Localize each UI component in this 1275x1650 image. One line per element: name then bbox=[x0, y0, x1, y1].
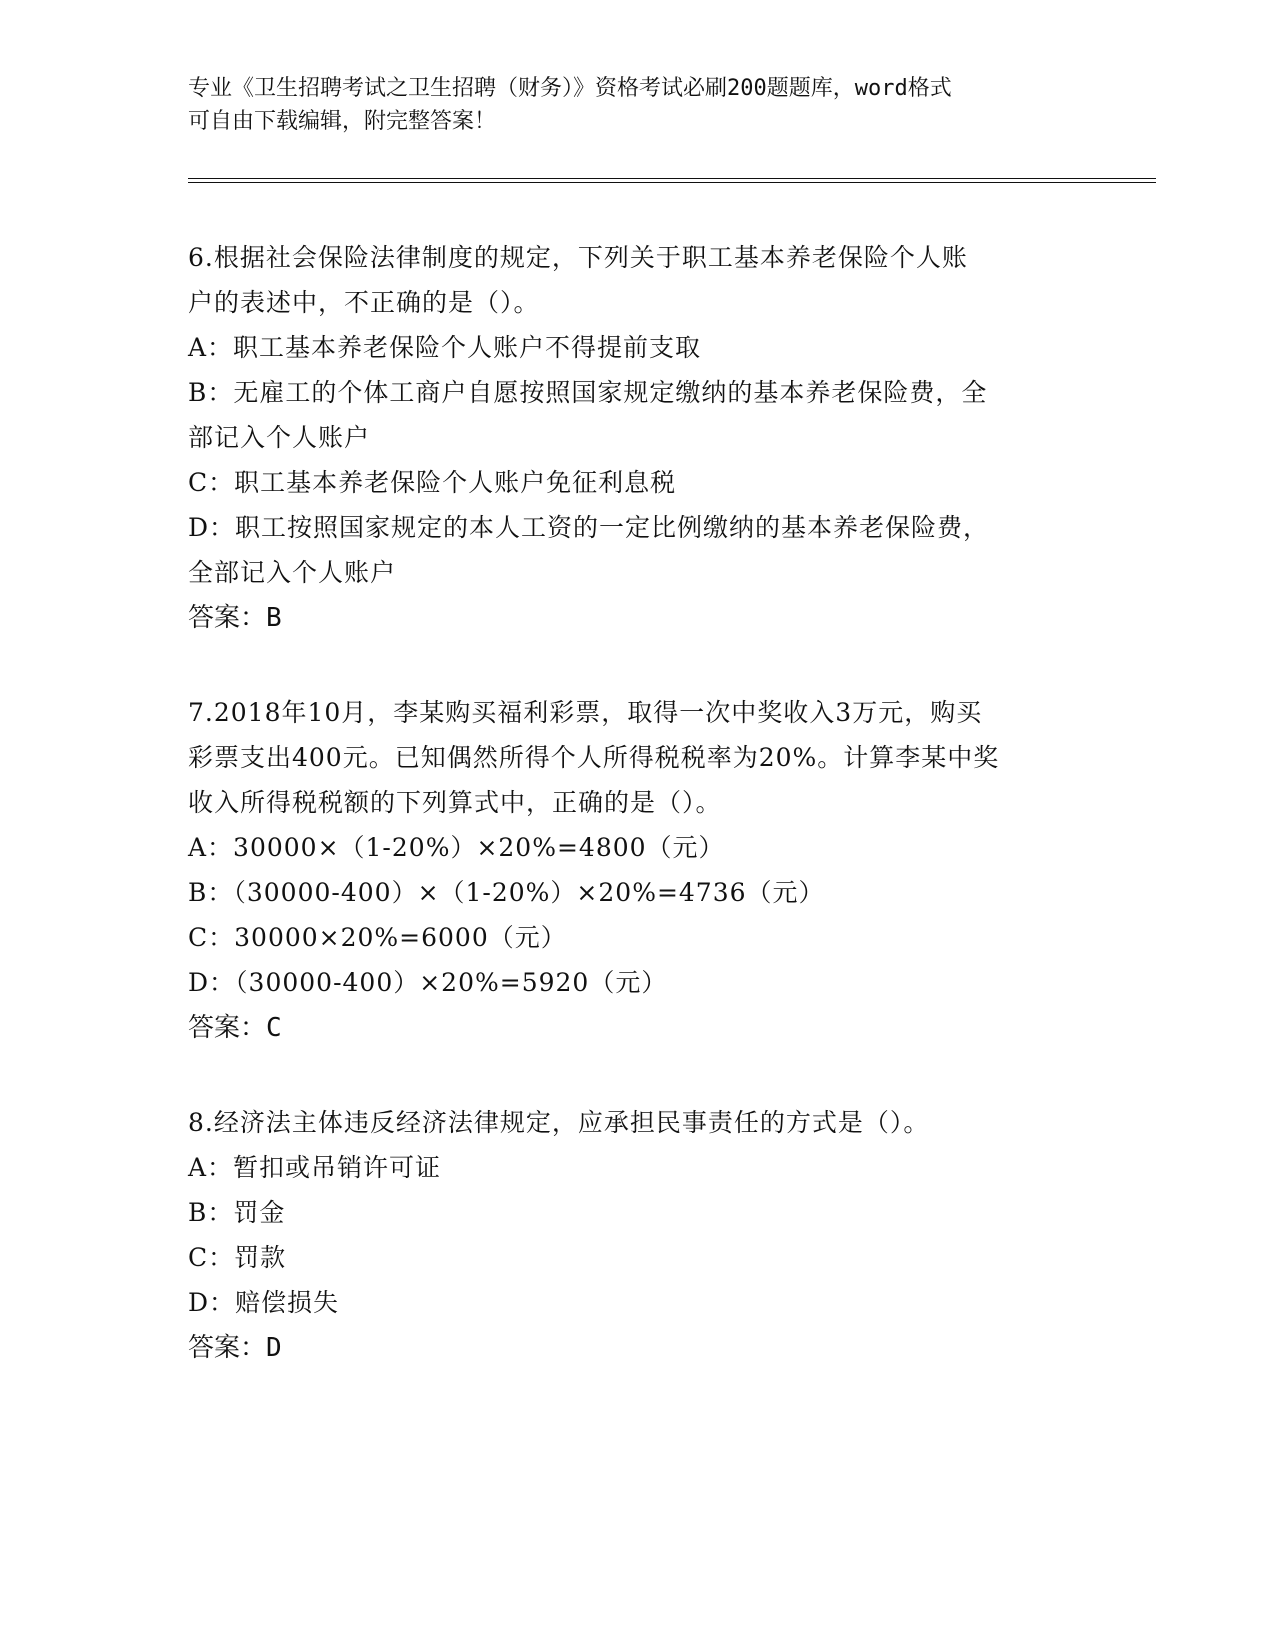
document-header bbox=[188, 72, 1088, 138]
option-c: C：职工基本养老保险个人账户免征利息税 bbox=[188, 468, 677, 497]
option-b: B：无雇工的个体工商户自愿按照国家规定缴纳的基本养老保险费，全 bbox=[188, 378, 988, 407]
question-stem-line: 7.2018年10月，李某购买福利彩票，取得一次中奖收入3万元，购买 bbox=[188, 698, 983, 727]
question-stem-line: 8.经济法主体违反经济法律规定，应承担民事责任的方式是（）。 bbox=[188, 1108, 930, 1137]
answer: 答案：D bbox=[188, 1333, 282, 1363]
question-stem-line: 户的表述中，不正确的是（）。 bbox=[188, 288, 540, 317]
option-a: A：暂扣或吊销许可证 bbox=[188, 1153, 442, 1182]
header-line: 可自由下载编辑，附完整答案！ bbox=[188, 109, 497, 134]
question-6 bbox=[188, 235, 1088, 641]
option-d-continued: 全部记入个人账户 bbox=[188, 558, 397, 587]
answer: 答案：B bbox=[188, 603, 282, 633]
header-divider bbox=[188, 178, 1156, 179]
option-b-continued: 部记入个人账户 bbox=[188, 423, 371, 452]
question-stem-line: 收入所得税税额的下列算式中，正确的是（）。 bbox=[188, 788, 722, 817]
option-a: A：30000×（1-20%）×20%=4800（元） bbox=[188, 833, 725, 862]
header-line: 专业《卫生招聘考试之卫生招聘（财务）》资格考试必刷200题题库，word格式 bbox=[188, 76, 952, 101]
option-b: B：（30000-400）×（1-20%）×20%=4736（元） bbox=[188, 878, 825, 907]
option-a: A：职工基本养老保险个人账户不得提前支取 bbox=[188, 333, 702, 362]
option-d: D：（30000-400）×20%=5920（元） bbox=[188, 968, 668, 997]
option-d: D：职工按照国家规定的本人工资的一定比例缴纳的基本养老保险费， bbox=[188, 513, 990, 542]
option-d: D：赔偿损失 bbox=[188, 1288, 340, 1317]
header-divider bbox=[188, 182, 1156, 183]
option-c: C：30000×20%=6000（元） bbox=[188, 923, 567, 952]
question-stem-line: 6.根据社会保险法律制度的规定，下列关于职工基本养老保险个人账 bbox=[188, 243, 968, 272]
question-7 bbox=[188, 690, 1088, 1051]
option-b: B：罚金 bbox=[188, 1198, 286, 1227]
option-c: C：罚款 bbox=[188, 1243, 287, 1272]
question-stem-line: 彩票支出400元。已知偶然所得个人所得税税率为20%。计算李某中奖 bbox=[188, 743, 1000, 772]
question-8 bbox=[188, 1100, 1088, 1371]
answer: 答案：C bbox=[188, 1013, 282, 1043]
